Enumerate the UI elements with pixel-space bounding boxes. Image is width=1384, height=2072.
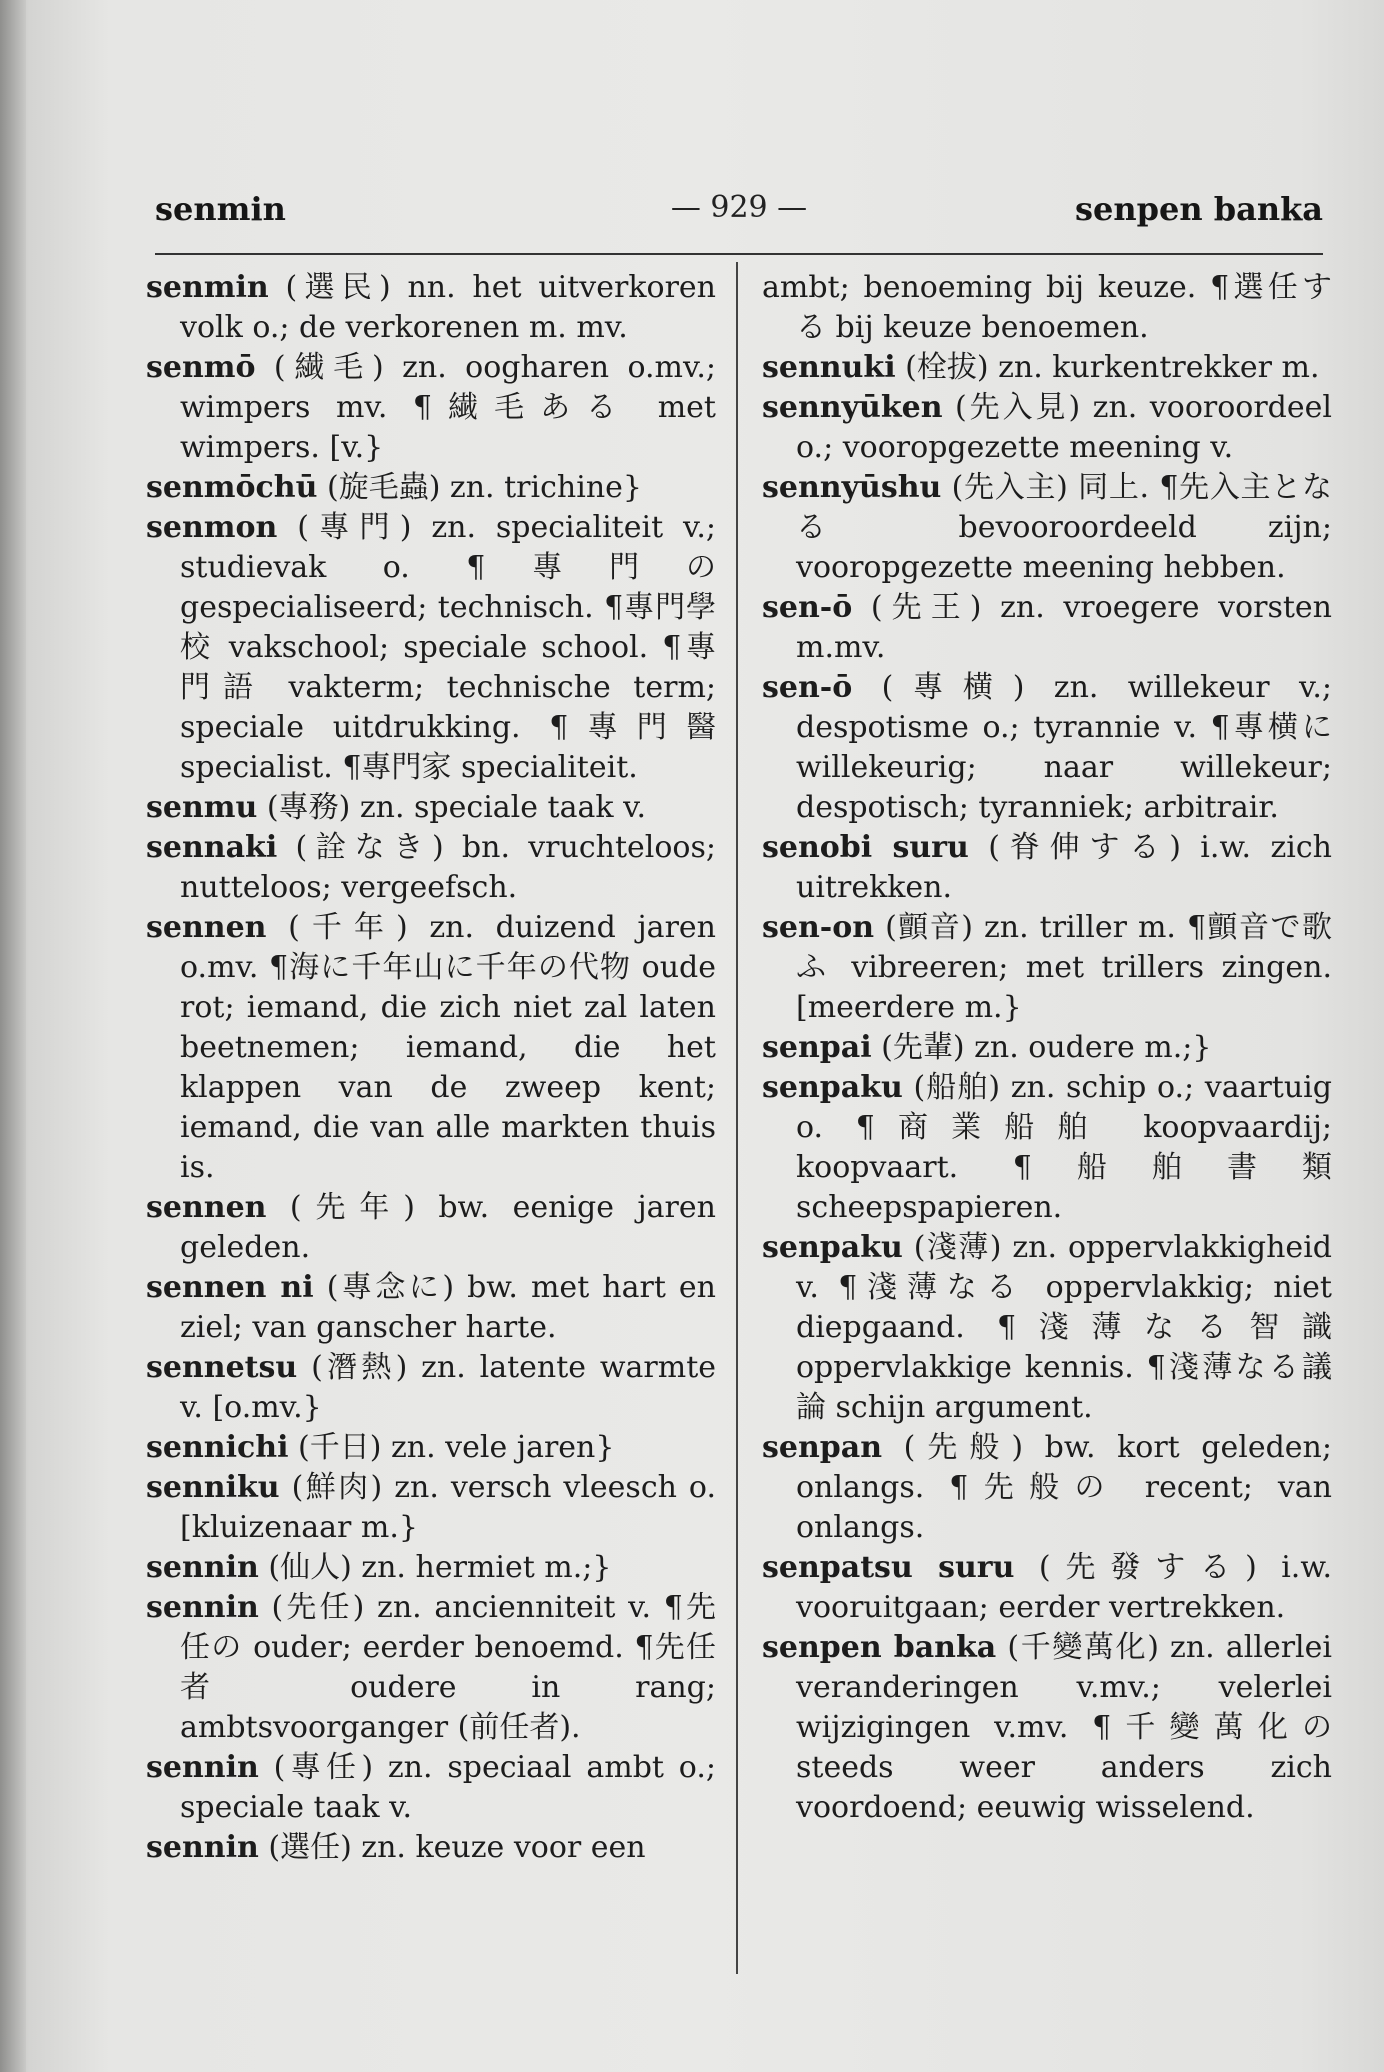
entry-headword: sennuki	[762, 350, 896, 385]
dictionary-entry	[762, 828, 1332, 908]
entry-headword: sennin	[146, 1830, 259, 1865]
dictionary-entry	[762, 588, 1332, 668]
dictionary-entry	[146, 1548, 716, 1588]
entry-definition: ambt; benoeming bij keuze. ¶選任する bij keuze benoemen.	[762, 270, 1332, 345]
entry-headword: sen-ō	[762, 670, 853, 705]
entry-definition: (專任) zn. speciaal ambt o.; speciale taak v.	[180, 1750, 716, 1825]
dictionary-entry	[762, 1428, 1332, 1548]
dictionary-entry	[762, 1228, 1332, 1428]
dictionary-entry	[146, 348, 716, 468]
running-head-first-entry: senmin	[155, 190, 286, 228]
entry-definition: (專念に) bw. met hart en ziel; van ganscher harte.	[180, 1270, 716, 1345]
entry-headword: sen-ō	[762, 590, 853, 625]
entry-headword: senpen banka	[762, 1630, 997, 1665]
entry-definition: (顫音) zn. triller m. ¶顫音で歌ふ vibreeren; met trillers zingen. [meerdere m.}	[796, 910, 1332, 1025]
dictionary-entry	[146, 1468, 716, 1548]
entry-definition: (先入主) 同上. ¶先入主となる bevooroordeeld zijn; vooropgezette meening hebben.	[796, 470, 1332, 585]
entry-definition: (先任) zn. ancienniteit v. ¶先任の ouder; eerder benoemd. ¶先任者 oudere in rang; ambtsvoorganger (前任者).	[180, 1590, 716, 1745]
header-rule	[155, 253, 1323, 255]
entry-definition: (千年) zn. duizend jaren o.mv. ¶海に千年山に千年の代物 oude rot; iemand, die zich niet zal laten beetnemen; iemand, die het klappen van de zweep kent; iemand, die van alle markten thuis is.	[180, 910, 716, 1185]
entry-headword: sennin	[146, 1590, 259, 1625]
entry-headword: senpai	[762, 1030, 872, 1065]
dictionary-entry	[146, 1748, 716, 1828]
entry-definition: (選民) nn. het uitverkoren volk o.; de verkorenen m. mv.	[180, 270, 716, 345]
entry-definition: (千日) zn. vele jaren}	[298, 1430, 615, 1465]
page-number: — 929 —	[670, 190, 808, 225]
entry-definition: (繊毛) zn. oogharen o.mv.; wimpers mv. ¶繊毛ある met wimpers. [v.}	[180, 350, 716, 465]
entry-headword: sennen	[146, 1190, 267, 1225]
dictionary-entry	[146, 1828, 716, 1868]
entry-definition: (先年) bw. eenige jaren geleden.	[180, 1190, 716, 1265]
entry-headword: senmōchū	[146, 470, 318, 505]
running-head	[155, 190, 1323, 240]
dictionary-entry	[146, 1268, 716, 1348]
dictionary-entry	[146, 788, 716, 828]
dictionary-entry	[146, 468, 716, 508]
entry-definition: (栓拔) zn. kurkentrekker m.	[905, 350, 1320, 385]
dictionary-entry	[762, 1628, 1332, 1828]
entry-definition: (先輩) zn. oudere m.;}	[881, 1030, 1212, 1065]
dictionary-entry	[762, 268, 1332, 348]
dictionary-entry	[762, 388, 1332, 468]
entry-headword: sennin	[146, 1550, 259, 1585]
dictionary-entry	[762, 668, 1332, 828]
dictionary-entry	[146, 908, 716, 1188]
entry-headword: senmō	[146, 350, 256, 385]
entry-headword: senniku	[146, 1470, 280, 1505]
entry-headword: sennyūken	[762, 390, 943, 425]
left-column	[146, 268, 716, 1868]
entry-headword: senpatsu suru	[762, 1550, 1015, 1585]
dictionary-entry	[146, 1588, 716, 1748]
dictionary-entry	[146, 1428, 716, 1468]
dictionary-entry	[762, 1028, 1332, 1068]
dictionary-entry	[762, 908, 1332, 1028]
right-column	[762, 268, 1332, 1828]
binding-shadow	[0, 0, 26, 2072]
entry-definition: (鮮肉) zn. versch vleesch o. [kluizenaar m.}	[180, 1470, 716, 1545]
entry-definition: (千變萬化) zn. allerlei veranderingen v.mv.; velerlei wijzigingen v.mv. ¶千變萬化の steeds weer anders zich voordoend; eeuwig wisselend.	[796, 1630, 1332, 1825]
entry-definition: (先般) bw. kort geleden; onlangs. ¶先般の recent; van onlangs.	[796, 1430, 1332, 1545]
entry-headword: sennen	[146, 910, 267, 945]
entry-definition: (專横) zn. willekeur v.; despotisme o.; tyrannie v. ¶專横に willekeurig; naar willekeur; despotisch; tyranniek; arbitrair.	[796, 670, 1332, 825]
dictionary-entry	[762, 1068, 1332, 1228]
column-divider	[736, 262, 738, 1974]
dictionary-entry	[762, 348, 1332, 388]
dictionary-entry	[146, 1348, 716, 1428]
entry-definition: (詮なき) bn. vruchteloos; nutteloos; vergeefsch.	[180, 830, 716, 905]
entry-definition: (專務) zn. speciale taak v.	[266, 790, 647, 825]
entry-headword: senpan	[762, 1430, 883, 1465]
entry-headword: sennichi	[146, 1430, 289, 1465]
entry-headword: senmon	[146, 510, 278, 545]
entry-definition: (先王) zn. vroegere vorsten m.mv.	[796, 590, 1332, 665]
entry-definition: (專門) zn. specialiteit v.; studievak o. ¶專門の gespecialiseerd; technisch. ¶專門學校 vakschool; speciale school. ¶專門語 vakterm; technische term; speciale uitdrukking. ¶專門醫 specialist. ¶專門家 specialiteit.	[180, 510, 716, 785]
entry-headword: sennyūshu	[762, 470, 942, 505]
entry-headword: sen-on	[762, 910, 875, 945]
entry-definition: (先發する) i.w. vooruitgaan; eerder vertrekken.	[796, 1550, 1332, 1625]
entry-definition: (潛熱) zn. latente warmte v. [o.mv.}	[180, 1350, 717, 1425]
entry-headword: sennetsu	[146, 1350, 298, 1385]
entry-headword: senmin	[146, 270, 269, 305]
dictionary-entry	[762, 1548, 1332, 1628]
dictionary-entry	[146, 1188, 716, 1268]
entry-headword: senpaku	[762, 1070, 903, 1105]
entry-definition: (仙人) zn. hermiet m.;}	[268, 1550, 612, 1585]
dictionary-entry	[146, 508, 716, 788]
entry-definition: (船舶) zn. schip o.; vaartuig o. ¶商業船舶 koopvaardij; koopvaart. ¶船舶書類 scheepspapieren.	[796, 1070, 1332, 1225]
entry-headword: sennen ni	[146, 1270, 314, 1305]
entry-definition: (旋毛蟲) zn. trichine}	[326, 470, 642, 505]
entry-headword: senmu	[146, 790, 258, 825]
running-head-last-entry: senpen banka	[1074, 190, 1323, 228]
entry-definition: (先入見) zn. vooroordeel o.; vooropgezette meening v.	[796, 390, 1332, 465]
entry-headword: sennin	[146, 1750, 259, 1785]
entry-headword: senpaku	[762, 1230, 903, 1265]
entry-definition: (淺薄) zn. oppervlakkigheid v. ¶淺薄なる oppervlakkig; niet diepgaand. ¶淺薄なる智識 oppervlakkige kennis. ¶淺薄なる議論 schijn argument.	[796, 1230, 1332, 1425]
dictionary-entry	[762, 468, 1332, 588]
entry-definition: (脊伸する) i.w. zich uitrekken.	[796, 830, 1332, 905]
entry-headword: senobi suru	[762, 830, 969, 865]
entry-definition: (選任) zn. keuze voor een	[268, 1830, 646, 1865]
entry-headword: sennaki	[146, 830, 278, 865]
dictionary-entry	[146, 268, 716, 348]
dictionary-entry	[146, 828, 716, 908]
